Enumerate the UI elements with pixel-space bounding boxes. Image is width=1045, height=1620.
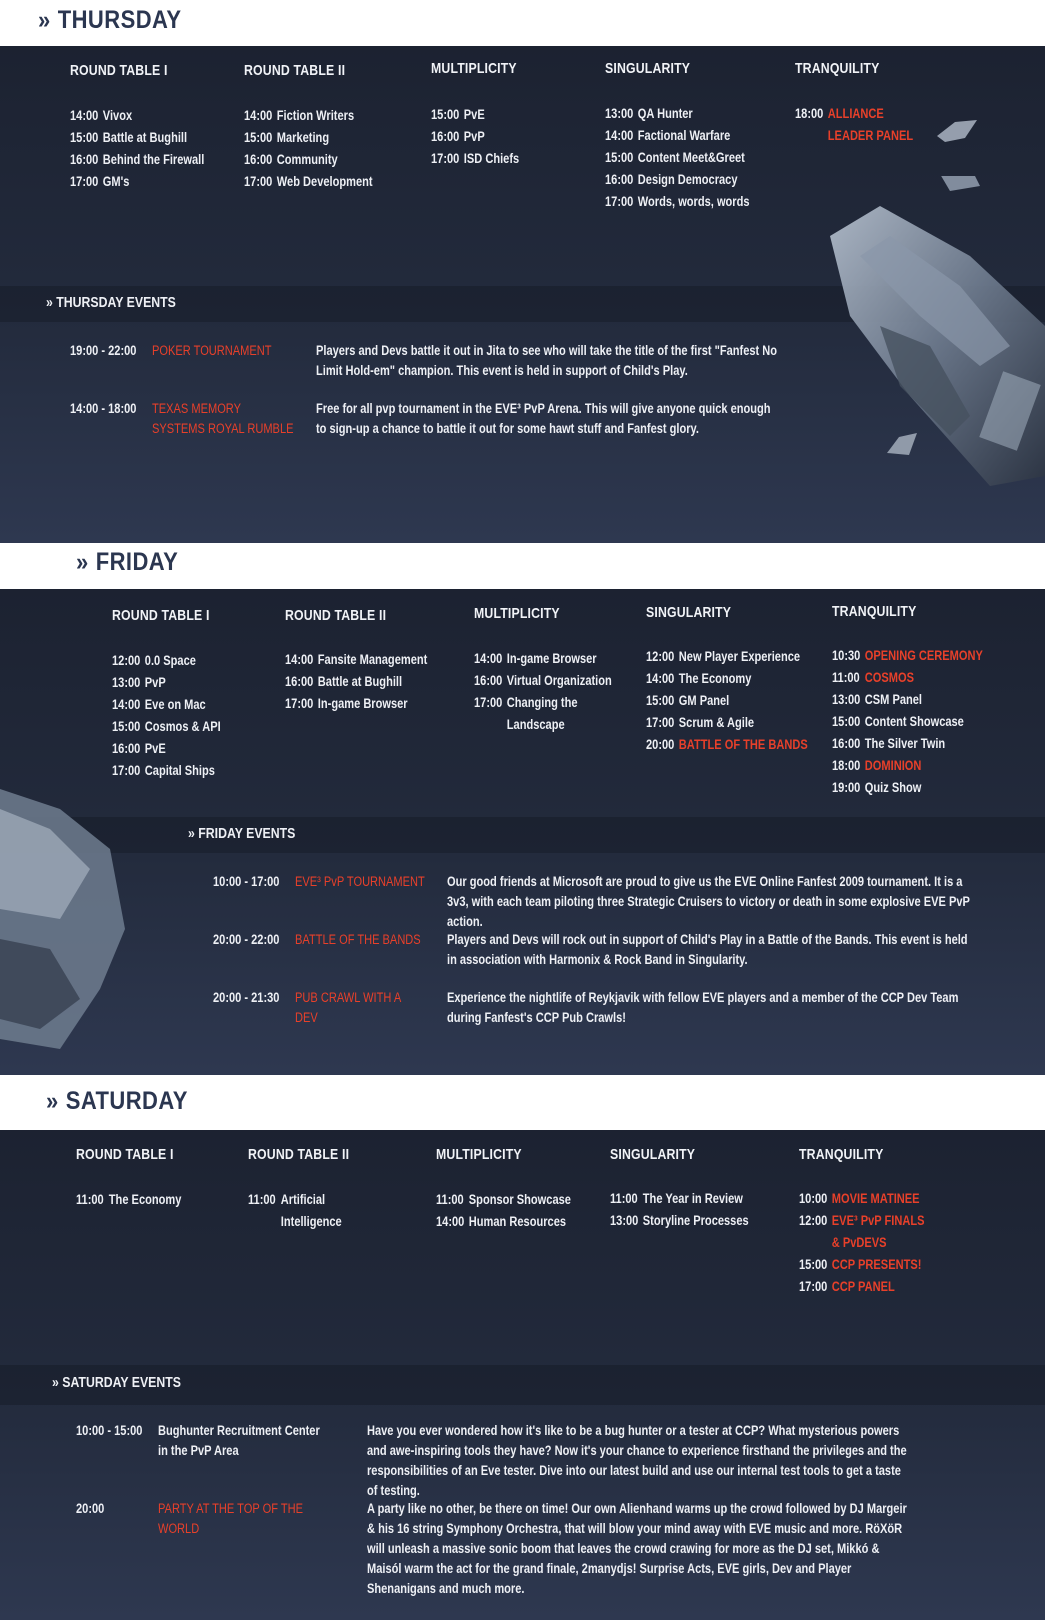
schedule-slot: 14:00 Factional Warfare xyxy=(605,128,731,143)
schedule-slot: LEADER PANEL xyxy=(827,128,914,143)
schedule-slot: Landscape xyxy=(506,717,565,732)
event-name: TEXAS MEMORY SYSTEMS ROYAL RUMBLE xyxy=(152,401,294,436)
schedule-slot: 15:00 PvE xyxy=(431,107,485,122)
room-name: MULTIPLICITY xyxy=(436,1146,522,1163)
event-description: Players and Devs will rock out in support of Child's Play in a Battle of the Bands. This event is held in association with Harmonix & Rock Band in Singularity. xyxy=(447,932,968,967)
event-name: BATTLE OF THE BANDS xyxy=(295,932,421,947)
schedule-slot: 14:00 The Economy xyxy=(646,671,752,686)
event-description: Our good friends at Microsoft are proud to give us the EVE Online Fanfest 2009 tournament. It is a 3v3, with each team piloting three Strategic Cruisers to victory or death in some explosive EVE PvP action. xyxy=(447,874,970,929)
schedule-slot: 12:00 New Player Experience xyxy=(646,649,801,664)
event-time: 10:00 - 17:00 xyxy=(213,874,280,889)
schedule-slot: 15:00 Content Meet&Greet xyxy=(605,150,745,165)
event-description: Experience the nightlife of Reykjavik with fellow EVE players and a member of the CCP Dev Team during Fanfest's CCP Pub Crawls! xyxy=(447,990,959,1025)
schedule-slot: 14:00 Fiction Writers xyxy=(244,108,355,123)
room-name: ROUND TABLE I xyxy=(76,1146,174,1163)
double-chevron-icon: » xyxy=(76,548,89,576)
double-chevron-icon: » xyxy=(188,825,195,842)
event-description: Have you ever wondered how it's like to be a bug hunter or a tester at CCP? What mysterious powers and awe-inspiring tools they have? Now it's your chance to experience firsthand the privileges and the responsibilities of an Eve tester. Dive into our latest build and use our internal test tools to get a taste of testing. xyxy=(367,1423,907,1498)
schedule-slot: 13:00 PvP xyxy=(112,675,166,690)
room-name: ROUND TABLE I xyxy=(70,62,168,79)
event-time: 14:00 - 18:00 xyxy=(70,401,137,416)
saturday-panel xyxy=(0,1130,1045,1620)
schedule-slot: 10:00 MOVIE MATINEE xyxy=(799,1191,920,1206)
room-name: MULTIPLICITY xyxy=(431,60,517,77)
room-name: ROUND TABLE II xyxy=(248,1146,350,1163)
schedule-slot: & PvDEVS xyxy=(831,1235,887,1250)
schedule-slot: 18:00 ALLIANCE xyxy=(795,106,884,121)
schedule-slot: 15:00 Content Showcase xyxy=(832,714,964,729)
event-description: Free for all pvp tournament in the EVE³ PvP Arena. This will give anyone quick enough to sign-up a chance to battle it out for some hawt stuff and Fanfest glory. xyxy=(316,401,771,436)
saturday-events-title: » SATURDAY EVENTS xyxy=(52,1374,181,1391)
room-name: TRANQUILITY xyxy=(795,60,880,77)
schedule-slot: 17:00 Words, words, words xyxy=(605,194,750,209)
saturday-header xyxy=(0,1075,1045,1130)
schedule-slot: 14:00 Human Resources xyxy=(436,1214,567,1229)
schedule-slot: 13:00 CSM Panel xyxy=(832,692,923,707)
spaceship-illustration xyxy=(820,176,1045,506)
friday-header xyxy=(0,543,1045,589)
schedule-slot: 16:00 Community xyxy=(244,152,338,167)
schedule-slot: 17:00 Scrum & Agile xyxy=(646,715,755,730)
double-chevron-icon: » xyxy=(46,294,53,311)
friday-events-band xyxy=(0,817,1045,853)
event-name: EVE³ PvP TOURNAMENT xyxy=(295,874,425,889)
event-time: 20:00 - 22:00 xyxy=(213,932,280,947)
schedule-slot: 12:00 EVE³ PvP FINALS xyxy=(799,1213,925,1228)
schedule-slot: 16:00 PvP xyxy=(431,129,485,144)
friday-panel xyxy=(0,589,1045,1075)
room-name: ROUND TABLE I xyxy=(112,607,210,624)
event-time: 19:00 - 22:00 xyxy=(70,343,137,358)
schedule-slot: 18:00 DOMINION xyxy=(832,758,922,773)
schedule-slot: 20:00 BATTLE OF THE BANDS xyxy=(646,737,808,752)
schedule-slot: 11:00 COSMOS xyxy=(832,670,915,685)
room-name: SINGULARITY xyxy=(610,1146,696,1163)
room-name: ROUND TABLE II xyxy=(244,62,346,79)
room-name: SINGULARITY xyxy=(605,60,691,77)
schedule-slot: 14:00 In-game Browser xyxy=(474,651,597,666)
schedule-slot: 17:00 In-game Browser xyxy=(285,696,408,711)
saturday-title: » SATURDAY xyxy=(46,1087,188,1115)
event-time: 20:00 - 21:30 xyxy=(213,990,280,1005)
schedule-slot: 13:00 Storyline Processes xyxy=(610,1213,749,1228)
event-name: Bughunter Recruitment Center in the PvP Area xyxy=(158,1423,320,1458)
room-name: MULTIPLICITY xyxy=(474,605,560,622)
schedule-slot: 16:00 The Silver Twin xyxy=(832,736,946,751)
schedule-slot: 14:00 Eve on Mac xyxy=(112,697,206,712)
friday-events-title: » FRIDAY EVENTS xyxy=(188,825,296,842)
schedule-slot: 10:30 OPENING CEREMONY xyxy=(832,648,983,663)
schedule-slot: 17:00 GM's xyxy=(70,174,130,189)
schedule-slot: 15:00 Battle at Bughill xyxy=(70,130,188,145)
schedule-slot: 15:00 Cosmos & API xyxy=(112,719,221,734)
event-time: 20:00 xyxy=(76,1501,105,1516)
thursday-events-title: » THURSDAY EVENTS xyxy=(46,294,176,311)
schedule-slot: 13:00 QA Hunter xyxy=(605,106,693,121)
schedule-slot: 16:00 Battle at Bughill xyxy=(285,674,403,689)
small-ship-icon xyxy=(885,431,920,461)
schedule-slot: 11:00 Artificial xyxy=(248,1192,326,1207)
double-chevron-icon: » xyxy=(46,1087,59,1115)
schedule-slot: 15:00 Marketing xyxy=(244,130,330,145)
schedule-slot: 12:00 0.0 Space xyxy=(112,653,196,668)
schedule-slot: 17:00 ISD Chiefs xyxy=(431,151,520,166)
schedule-slot: Intelligence xyxy=(280,1214,342,1229)
schedule-slot: 16:00 Behind the Firewall xyxy=(70,152,205,167)
schedule-slot: 17:00 CCP PANEL xyxy=(799,1279,895,1294)
double-chevron-icon: » xyxy=(38,6,51,34)
room-name: TRANQUILITY xyxy=(799,1146,884,1163)
room-name: ROUND TABLE II xyxy=(285,607,387,624)
room-name: TRANQUILITY xyxy=(832,603,917,620)
event-name: PUB CRAWL WITH A DEV xyxy=(295,990,401,1025)
small-ship-icon xyxy=(935,116,980,146)
spaceship-illustration xyxy=(0,789,130,1059)
thursday-title: » THURSDAY xyxy=(38,6,182,34)
schedule-slot: 16:00 PvE xyxy=(112,741,166,756)
schedule-slot: 17:00 Changing the xyxy=(474,695,578,710)
schedule-slot: 15:00 CCP PRESENTS! xyxy=(799,1257,922,1272)
schedule-slot: 15:00 GM Panel xyxy=(646,693,730,708)
event-name: POKER TOURNAMENT xyxy=(152,343,272,358)
schedule-slot: 17:00 Web Development xyxy=(244,174,373,189)
schedule-slot: 11:00 Sponsor Showcase xyxy=(436,1192,571,1207)
event-description: Players and Devs battle it out in Jita to see who will take the title of the first "Fanfest No Limit Hold-em" champion. This event is held in support of Child's Play. xyxy=(316,343,778,378)
schedule-slot: 16:00 Design Democracy xyxy=(605,172,738,187)
schedule-slot: 14:00 Vivox xyxy=(70,108,133,123)
thursday-panel xyxy=(0,46,1045,543)
event-description: A party like no other, be there on time! Our own Alienhand warms up the crowd followed by DJ Margeir & his 16 string Symphony Orchestra, that will blow your mind away with EVE music and more. RöXöR will unleash a massive sonic boom that leaves the crowd crawing for more as the DJ set, Mikkó & Maisól warm the act for the grand finale, 2manydjs! Surprise Acts, EVE girls, Dev and Player Shenanigans and much more. xyxy=(367,1501,907,1596)
event-time: 10:00 - 15:00 xyxy=(76,1423,143,1438)
schedule-slot: 17:00 Capital Ships xyxy=(112,763,215,778)
schedule-slot: 11:00 The Economy xyxy=(76,1192,182,1207)
schedule-slot: 16:00 Virtual Organization xyxy=(474,673,612,688)
schedule-slot: 11:00 The Year in Review xyxy=(610,1191,743,1206)
thursday-header xyxy=(0,0,1045,46)
room-name: SINGULARITY xyxy=(646,604,732,621)
schedule-slot: 19:00 Quiz Show xyxy=(832,780,922,795)
event-name: PARTY AT THE TOP OF THE WORLD xyxy=(158,1501,303,1536)
double-chevron-icon: » xyxy=(52,1374,59,1391)
friday-title: » FRIDAY xyxy=(76,548,179,576)
schedule-slot: 14:00 Fansite Management xyxy=(285,652,428,667)
